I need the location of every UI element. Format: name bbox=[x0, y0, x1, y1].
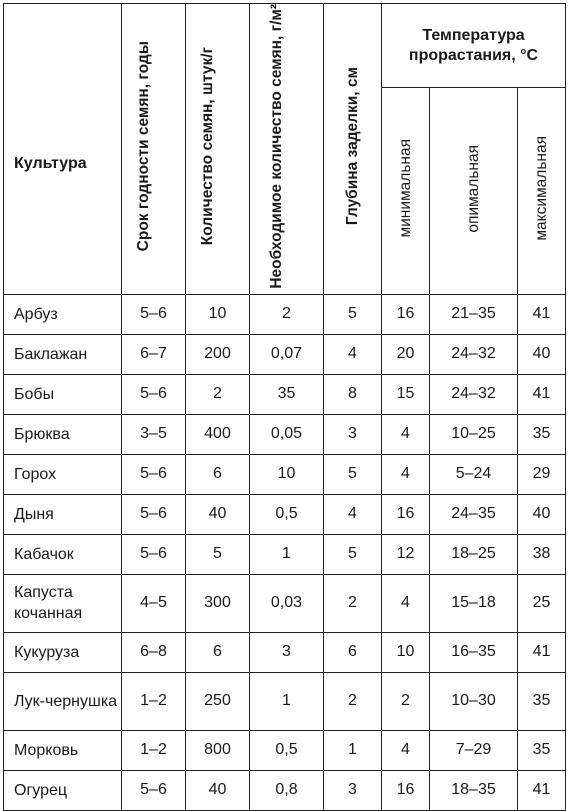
temp-min-cell: 15 bbox=[382, 374, 430, 414]
shelf-life-cell: 5–6 bbox=[122, 374, 186, 414]
depth-cell: 4 bbox=[324, 494, 382, 534]
temp-min-cell: 4 bbox=[382, 730, 430, 770]
depth-cell: 6 bbox=[324, 632, 382, 672]
depth-cell: 5 bbox=[324, 294, 382, 334]
table-row bbox=[4, 414, 566, 454]
temp-opt-cell: 18–35 bbox=[430, 770, 518, 810]
seed-rate-cell: 1 bbox=[250, 672, 324, 730]
seeds-per-gram-cell: 5 bbox=[186, 534, 250, 574]
culture-name: Дыня bbox=[4, 494, 122, 534]
table-row bbox=[4, 730, 566, 770]
depth-cell: 2 bbox=[324, 672, 382, 730]
seeds-per-gram-cell: 6 bbox=[186, 632, 250, 672]
header-temp-opt-text: опимальная bbox=[465, 144, 482, 233]
header-temp-min-text: минимальная bbox=[397, 139, 414, 238]
seed-rate-cell: 0,8 bbox=[250, 770, 324, 810]
table-row bbox=[4, 334, 566, 374]
culture-name: Кукуруза bbox=[4, 632, 122, 672]
header-depth-text: Глубина заделки, см bbox=[344, 67, 361, 226]
temp-min-cell: 4 bbox=[382, 414, 430, 454]
seed-table bbox=[3, 3, 566, 811]
shelf-life-cell: 5–6 bbox=[122, 534, 186, 574]
seed-rate-cell: 3 bbox=[250, 632, 324, 672]
culture-name: Баклажан bbox=[4, 334, 122, 374]
seeds-per-gram-cell: 400 bbox=[186, 414, 250, 454]
seed-rate-cell: 2 bbox=[250, 294, 324, 334]
temp-min-cell: 4 bbox=[382, 574, 430, 632]
seeds-per-gram-cell: 40 bbox=[186, 770, 250, 810]
header-culture: Культура bbox=[4, 4, 122, 295]
temp-min-cell: 12 bbox=[382, 534, 430, 574]
temp-min-cell: 4 bbox=[382, 454, 430, 494]
shelf-life-cell: 1–2 bbox=[122, 730, 186, 770]
temp-opt-cell: 24–32 bbox=[430, 334, 518, 374]
temp-max-cell: 41 bbox=[518, 294, 566, 334]
temp-max-cell: 35 bbox=[518, 730, 566, 770]
shelf-life-cell: 4–5 bbox=[122, 574, 186, 632]
header-temp-max bbox=[518, 88, 566, 294]
header-seed-rate-text: Необходимое количество семян, г/м² bbox=[267, 4, 285, 289]
header-shelf-life bbox=[122, 4, 186, 295]
header-seed-rate bbox=[250, 4, 324, 295]
shelf-life-cell: 5–6 bbox=[122, 294, 186, 334]
depth-cell: 5 bbox=[324, 534, 382, 574]
shelf-life-cell: 5–6 bbox=[122, 770, 186, 810]
seed-rate-cell: 10 bbox=[250, 454, 324, 494]
shelf-life-cell: 5–6 bbox=[122, 494, 186, 534]
culture-name: Огурец bbox=[4, 770, 122, 810]
seed-rate-cell: 0,5 bbox=[250, 730, 324, 770]
temp-opt-cell: 10–30 bbox=[430, 672, 518, 730]
temp-max-cell: 29 bbox=[518, 454, 566, 494]
seed-rate-cell: 0,03 bbox=[250, 574, 324, 632]
temp-min-cell: 2 bbox=[382, 672, 430, 730]
seeds-per-gram-cell: 200 bbox=[186, 334, 250, 374]
header-temp-opt bbox=[430, 88, 518, 294]
seed-rate-cell: 0,07 bbox=[250, 334, 324, 374]
shelf-life-cell: 1–2 bbox=[122, 672, 186, 730]
culture-name: Горох bbox=[4, 454, 122, 494]
table-row bbox=[4, 374, 566, 414]
temp-opt-cell: 21–35 bbox=[430, 294, 518, 334]
culture-name: Кабачок bbox=[4, 534, 122, 574]
table-row bbox=[4, 770, 566, 810]
temp-opt-cell: 15–18 bbox=[430, 574, 518, 632]
shelf-life-cell: 5–6 bbox=[122, 454, 186, 494]
temp-min-cell: 16 bbox=[382, 770, 430, 810]
temp-opt-cell: 5–24 bbox=[430, 454, 518, 494]
table-row bbox=[4, 672, 566, 730]
seed-rate-cell: 35 bbox=[250, 374, 324, 414]
temp-max-cell: 35 bbox=[518, 672, 566, 730]
temp-opt-cell: 24–35 bbox=[430, 494, 518, 534]
seed-rate-cell: 0,5 bbox=[250, 494, 324, 534]
table-row bbox=[4, 454, 566, 494]
seeds-per-gram-cell: 6 bbox=[186, 454, 250, 494]
culture-name: Лук-чернушка bbox=[4, 672, 122, 730]
depth-cell: 1 bbox=[324, 730, 382, 770]
temp-max-cell: 40 bbox=[518, 494, 566, 534]
temp-opt-cell: 10–25 bbox=[430, 414, 518, 454]
temp-min-cell: 10 bbox=[382, 632, 430, 672]
seeds-per-gram-cell: 40 bbox=[186, 494, 250, 534]
table-row bbox=[4, 574, 566, 632]
shelf-life-cell: 6–7 bbox=[122, 334, 186, 374]
depth-cell: 3 bbox=[324, 770, 382, 810]
temp-min-cell: 16 bbox=[382, 494, 430, 534]
seed-rate-cell: 0,05 bbox=[250, 414, 324, 454]
header-shelf-life-text: Срок годности семян, годы bbox=[134, 41, 152, 252]
seeds-per-gram-cell: 10 bbox=[186, 294, 250, 334]
table-row bbox=[4, 534, 566, 574]
temp-max-cell: 41 bbox=[518, 770, 566, 810]
temp-opt-cell: 24–32 bbox=[430, 374, 518, 414]
seeds-per-gram-cell: 2 bbox=[186, 374, 250, 414]
temp-max-cell: 41 bbox=[518, 374, 566, 414]
header-seeds-per-gram bbox=[186, 4, 250, 295]
culture-name: Капуста кочанная bbox=[4, 574, 122, 632]
header-seeds-per-gram-text: Количество семян, штук/г bbox=[198, 47, 216, 246]
table-row bbox=[4, 632, 566, 672]
temp-max-cell: 25 bbox=[518, 574, 566, 632]
depth-cell: 5 bbox=[324, 454, 382, 494]
temp-opt-cell: 18–25 bbox=[430, 534, 518, 574]
temp-min-cell: 16 bbox=[382, 294, 430, 334]
temp-opt-cell: 16–35 bbox=[430, 632, 518, 672]
temp-max-cell: 40 bbox=[518, 334, 566, 374]
shelf-life-cell: 6–8 bbox=[122, 632, 186, 672]
table-row bbox=[4, 294, 566, 334]
depth-cell: 3 bbox=[324, 414, 382, 454]
seeds-per-gram-cell: 800 bbox=[186, 730, 250, 770]
header-temp-min bbox=[382, 88, 430, 294]
depth-cell: 2 bbox=[324, 574, 382, 632]
header-temperature: Температура прорастания, °С bbox=[382, 4, 566, 88]
table-row bbox=[4, 494, 566, 534]
seed-rate-cell: 1 bbox=[250, 534, 324, 574]
seeds-per-gram-cell: 300 bbox=[186, 574, 250, 632]
shelf-life-cell: 3–5 bbox=[122, 414, 186, 454]
culture-name: Морковь bbox=[4, 730, 122, 770]
header-temp-max-text: максимальная bbox=[533, 136, 550, 241]
culture-name: Бобы bbox=[4, 374, 122, 414]
temp-max-cell: 35 bbox=[518, 414, 566, 454]
temp-min-cell: 20 bbox=[382, 334, 430, 374]
temp-max-cell: 38 bbox=[518, 534, 566, 574]
depth-cell: 8 bbox=[324, 374, 382, 414]
culture-name: Арбуз bbox=[4, 294, 122, 334]
temp-opt-cell: 7–29 bbox=[430, 730, 518, 770]
temp-max-cell: 41 bbox=[518, 632, 566, 672]
header-depth bbox=[324, 4, 382, 295]
seeds-per-gram-cell: 250 bbox=[186, 672, 250, 730]
culture-name: Брюква bbox=[4, 414, 122, 454]
depth-cell: 4 bbox=[324, 334, 382, 374]
